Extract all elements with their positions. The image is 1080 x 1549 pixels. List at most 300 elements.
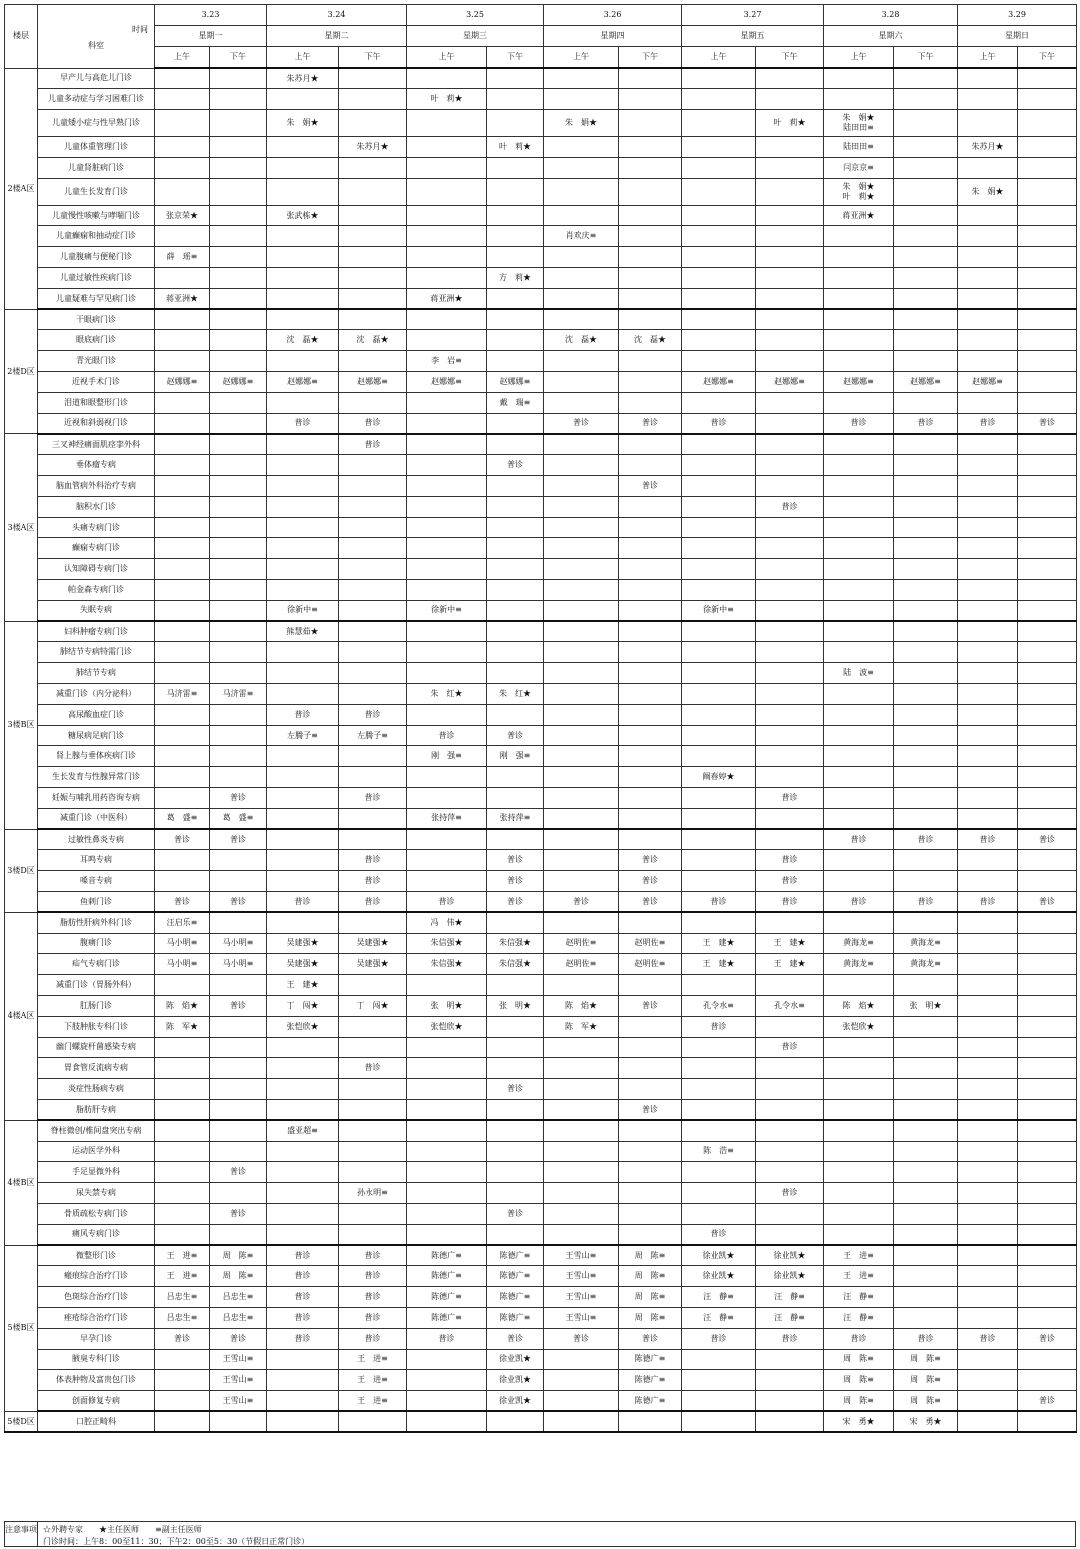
schedule-cell <box>682 891 756 912</box>
schedule-cell <box>544 1203 619 1224</box>
schedule-cell <box>210 1287 267 1308</box>
doctor-name: 周 陈≡ <box>222 1271 254 1281</box>
schedule-cell <box>339 1411 407 1432</box>
schedule-cell <box>824 767 894 788</box>
schedule-cell <box>487 580 544 601</box>
doctor-name: 普诊 <box>781 1188 798 1198</box>
schedule-row <box>5 351 1077 372</box>
schedule-cell <box>958 413 1018 434</box>
schedule-cell <box>894 137 958 158</box>
doctor-name: 赵娜娜≡ <box>357 376 388 386</box>
schedule-cell <box>682 912 756 933</box>
schedule-cell <box>958 621 1018 642</box>
schedule-cell <box>1018 455 1077 476</box>
doctor-name: 赵娜娜≡ <box>843 376 874 386</box>
doctor-name: 普诊 <box>230 1333 246 1343</box>
dept-name: 青光眼门诊 <box>76 356 116 366</box>
schedule-cell <box>267 788 339 809</box>
schedule-row <box>5 517 1077 538</box>
schedule-cell <box>682 621 756 642</box>
dept-name: 嗓音专病 <box>80 876 112 886</box>
schedule-cell <box>407 538 487 559</box>
schedule-cell <box>1018 1120 1077 1141</box>
schedule-row <box>5 1266 1077 1287</box>
dept-name: 胃食管反流病专病 <box>64 1063 128 1073</box>
doctor-name: 陈 军★ <box>166 1021 198 1031</box>
schedule-cell <box>894 1370 958 1391</box>
schedule-cell <box>210 392 267 413</box>
schedule-cell <box>756 1183 824 1204</box>
schedule-cell <box>155 621 210 642</box>
schedule-cell <box>958 1245 1018 1266</box>
schedule-cell <box>155 850 210 871</box>
schedule-cell <box>619 1183 682 1204</box>
schedule-cell <box>487 1224 544 1245</box>
schedule-row <box>5 1391 1077 1412</box>
schedule-cell <box>407 137 487 158</box>
dept-cell <box>38 226 155 247</box>
pm-label: 下午 <box>230 52 246 61</box>
schedule-cell <box>407 600 487 621</box>
dept-name: 肺结节专病 <box>76 668 116 678</box>
schedule-cell <box>267 1079 339 1100</box>
schedule-cell <box>824 309 894 330</box>
schedule-cell <box>824 975 894 996</box>
doctor-name: 普诊 <box>294 709 311 719</box>
schedule-cell <box>958 642 1018 663</box>
floor-cell <box>5 434 38 621</box>
schedule-cell <box>619 1245 682 1266</box>
doctor-name: 张持萍≡ <box>431 813 462 823</box>
schedule-cell <box>267 372 339 393</box>
schedule-cell <box>407 1245 487 1266</box>
schedule-cell <box>210 1016 267 1037</box>
doctor-name: 赵明佐≡ <box>634 938 666 948</box>
schedule-cell <box>958 178 1018 205</box>
schedule-cell <box>682 1016 756 1037</box>
schedule-cell <box>682 413 756 434</box>
schedule-cell <box>210 891 267 912</box>
doctor-name: 普诊 <box>364 792 381 802</box>
schedule-row <box>5 1224 1077 1245</box>
doctor-name: 普诊 <box>364 439 381 449</box>
schedule-cell <box>155 975 210 996</box>
schedule-row <box>5 788 1077 809</box>
dept-name: 头痛专病门诊 <box>72 522 120 532</box>
schedule-cell <box>1018 1037 1077 1058</box>
floor-name: 4楼A区 <box>7 1011 35 1021</box>
schedule-cell <box>544 1162 619 1183</box>
schedule-cell <box>619 808 682 829</box>
schedule-cell <box>210 309 267 330</box>
schedule-cell <box>407 1349 487 1370</box>
schedule-cell <box>487 1016 544 1037</box>
dept-cell <box>38 995 155 1016</box>
schedule-cell <box>210 1411 267 1432</box>
schedule-cell <box>824 725 894 746</box>
schedule-cell <box>155 808 210 829</box>
schedule-cell <box>544 413 619 434</box>
schedule-cell <box>544 684 619 705</box>
schedule-cell <box>487 205 544 226</box>
schedule-cell <box>487 1183 544 1204</box>
schedule-cell <box>407 559 487 580</box>
schedule-cell <box>619 767 682 788</box>
schedule-cell <box>958 1141 1018 1162</box>
floor-name: 4楼B区 <box>7 1177 35 1187</box>
schedule-cell <box>339 808 407 829</box>
schedule-cell <box>1018 1287 1077 1308</box>
doctor-name: 王 建★ <box>286 980 319 990</box>
schedule-cell <box>958 559 1018 580</box>
doctor-name: 朱 娟★ <box>842 181 875 191</box>
dept-name: 鱼刺门诊 <box>80 896 112 906</box>
schedule-cell <box>339 663 407 684</box>
dept-name: 垂体瘤专病 <box>76 460 116 470</box>
schedule-cell <box>1018 829 1077 850</box>
schedule-cell <box>267 1245 339 1266</box>
pm-header <box>894 47 958 69</box>
schedule-cell <box>894 517 958 538</box>
schedule-cell <box>619 538 682 559</box>
schedule-cell <box>1018 871 1077 892</box>
schedule-cell <box>824 580 894 601</box>
doctor-name: 普诊 <box>642 418 658 428</box>
schedule-cell <box>407 808 487 829</box>
date-header <box>824 5 958 26</box>
schedule-cell <box>958 1328 1018 1349</box>
schedule-cell <box>210 288 267 309</box>
schedule-cell <box>619 559 682 580</box>
schedule-cell <box>267 517 339 538</box>
weekday-header <box>958 26 1077 47</box>
schedule-cell <box>619 871 682 892</box>
doctor-name: 汪启乐≡ <box>166 917 198 927</box>
floor-cell <box>5 1411 38 1432</box>
schedule-cell <box>407 517 487 538</box>
schedule-cell <box>619 351 682 372</box>
schedule-row <box>5 1411 1077 1432</box>
schedule-cell <box>894 351 958 372</box>
schedule-cell <box>210 580 267 601</box>
dept-name: 肺结节专病特需门诊 <box>60 647 132 657</box>
schedule-cell <box>894 933 958 954</box>
doctor-name: 张恺欣★ <box>842 1021 875 1031</box>
schedule-cell <box>894 746 958 767</box>
schedule-cell <box>682 1183 756 1204</box>
schedule-cell <box>756 704 824 725</box>
schedule-cell <box>339 137 407 158</box>
schedule-cell <box>682 788 756 809</box>
date-label: 3.27 <box>743 10 762 19</box>
dept-cell <box>38 704 155 725</box>
schedule-cell <box>267 68 339 89</box>
schedule-cell <box>487 455 544 476</box>
doctor-name: 马小明≡ <box>166 959 198 969</box>
schedule-cell <box>958 580 1018 601</box>
schedule-cell <box>155 788 210 809</box>
schedule-cell <box>619 891 682 912</box>
schedule-cell <box>155 1266 210 1287</box>
schedule-cell <box>894 621 958 642</box>
schedule-cell <box>544 1287 619 1308</box>
dept-name: 痤疮综合治疗门诊 <box>64 1312 128 1322</box>
schedule-cell <box>1018 205 1077 226</box>
schedule-cell <box>267 933 339 954</box>
schedule-cell <box>619 496 682 517</box>
schedule-cell <box>682 330 756 351</box>
dept-cell <box>38 808 155 829</box>
schedule-cell <box>544 178 619 205</box>
schedule-cell <box>155 1203 210 1224</box>
schedule-cell <box>339 1183 407 1204</box>
schedule-cell <box>210 1349 267 1370</box>
schedule-row <box>5 1245 1077 1266</box>
schedule-cell <box>1018 1203 1077 1224</box>
dept-cell <box>38 684 155 705</box>
dept-cell <box>38 1349 155 1370</box>
schedule-cell <box>155 767 210 788</box>
dept-name: 儿童体重管理门诊 <box>64 141 128 151</box>
schedule-cell <box>487 309 544 330</box>
schedule-cell <box>756 808 824 829</box>
schedule-cell <box>756 621 824 642</box>
schedule-cell <box>210 1058 267 1079</box>
schedule-cell <box>682 517 756 538</box>
schedule-cell <box>155 1162 210 1183</box>
schedule-cell <box>756 767 824 788</box>
doctor-name: 普诊 <box>850 418 867 428</box>
time-label: 时间 <box>132 25 148 34</box>
schedule-cell <box>155 89 210 110</box>
doctor-name: 戴 瑞≡ <box>499 397 531 407</box>
schedule-cell <box>210 89 267 110</box>
dept-name: 运动医学外科 <box>72 1146 120 1156</box>
doctor-name: 张恺欣★ <box>430 1021 463 1031</box>
schedule-cell <box>339 351 407 372</box>
schedule-row <box>5 1058 1077 1079</box>
schedule-cell <box>756 912 824 933</box>
schedule-cell <box>619 1162 682 1183</box>
schedule-cell <box>894 725 958 746</box>
schedule-cell <box>544 580 619 601</box>
schedule-cell <box>267 912 339 933</box>
schedule-cell <box>339 538 407 559</box>
schedule-cell <box>682 975 756 996</box>
schedule-cell <box>544 1016 619 1037</box>
schedule-cell <box>407 392 487 413</box>
weekday-header <box>407 26 544 47</box>
schedule-cell <box>407 1141 487 1162</box>
schedule-cell <box>544 995 619 1016</box>
schedule-cell <box>544 725 619 746</box>
doctor-name: 普诊 <box>294 1312 311 1322</box>
schedule-cell <box>619 850 682 871</box>
doctor-name: 左腾子≡ <box>357 730 388 740</box>
schedule-cell <box>155 309 210 330</box>
schedule-cell <box>487 476 544 497</box>
schedule-cell <box>267 1183 339 1204</box>
doctor-name: 普诊 <box>364 876 381 886</box>
schedule-cell <box>267 559 339 580</box>
schedule-cell <box>894 580 958 601</box>
schedule-cell <box>894 1141 958 1162</box>
schedule-cell <box>487 110 544 137</box>
doctor-name: 陈德广≡ <box>634 1354 666 1364</box>
doctor-name: 普诊 <box>507 1084 523 1094</box>
schedule-cell <box>339 1370 407 1391</box>
schedule-cell <box>756 1328 824 1349</box>
floor-cell <box>5 621 38 829</box>
schedule-cell <box>339 268 407 289</box>
doctor-name: 阚春婷★ <box>702 772 735 782</box>
dept-cell <box>38 157 155 178</box>
dept-name: 瘢痕综合治疗门诊 <box>64 1271 128 1281</box>
schedule-cell <box>339 476 407 497</box>
schedule-cell <box>210 413 267 434</box>
dept-cell <box>38 309 155 330</box>
schedule-cell <box>407 157 487 178</box>
schedule-cell <box>756 580 824 601</box>
doctor-name: 普诊 <box>294 1250 311 1260</box>
doctor-name: 普诊 <box>710 418 727 428</box>
schedule-cell <box>756 68 824 89</box>
schedule-cell <box>267 954 339 975</box>
schedule-cell <box>339 975 407 996</box>
schedule-cell <box>958 538 1018 559</box>
schedule-cell <box>544 954 619 975</box>
schedule-cell <box>619 205 682 226</box>
schedule-cell <box>407 247 487 268</box>
doctor-name: 普诊 <box>364 1292 381 1302</box>
doctor-name: 马小明≡ <box>222 959 254 969</box>
schedule-cell <box>487 954 544 975</box>
schedule-cell <box>210 1120 267 1141</box>
schedule-cell <box>619 1307 682 1328</box>
schedule-cell <box>339 871 407 892</box>
schedule-cell <box>155 1245 210 1266</box>
doctor-name: 普诊 <box>364 709 381 719</box>
doctor-name: 闫京京≡ <box>843 162 874 172</box>
schedule-cell <box>487 891 544 912</box>
weekday-header <box>544 26 682 47</box>
schedule-cell <box>407 434 487 455</box>
schedule-cell <box>958 704 1018 725</box>
schedule-cell <box>824 157 894 178</box>
schedule-cell <box>155 891 210 912</box>
schedule-cell <box>958 725 1018 746</box>
schedule-cell <box>894 1183 958 1204</box>
am-header <box>267 47 339 69</box>
schedule-cell <box>619 247 682 268</box>
schedule-cell <box>487 559 544 580</box>
schedule-cell <box>407 1120 487 1141</box>
schedule-cell <box>155 600 210 621</box>
schedule-cell <box>210 829 267 850</box>
schedule-cell <box>155 288 210 309</box>
schedule-cell <box>619 455 682 476</box>
schedule-cell <box>155 413 210 434</box>
schedule-cell <box>487 1079 544 1100</box>
schedule-cell <box>619 975 682 996</box>
schedule-cell <box>824 746 894 767</box>
schedule-cell <box>407 68 487 89</box>
schedule-cell <box>407 1162 487 1183</box>
schedule-cell <box>756 413 824 434</box>
schedule-row <box>5 68 1077 89</box>
schedule-cell <box>155 330 210 351</box>
schedule-cell <box>267 829 339 850</box>
schedule-cell <box>267 288 339 309</box>
doctor-name: 陈德广≡ <box>499 1271 531 1281</box>
schedule-cell <box>756 455 824 476</box>
schedule-cell <box>619 476 682 497</box>
schedule-cell <box>682 871 756 892</box>
schedule-cell <box>682 309 756 330</box>
schedule-cell <box>267 891 339 912</box>
schedule-cell <box>267 600 339 621</box>
schedule-row <box>5 850 1077 871</box>
schedule-cell <box>544 392 619 413</box>
doctor-name: 叶 莉★ <box>499 141 531 151</box>
doctor-name: 黄海龙≡ <box>910 959 941 969</box>
schedule-cell <box>407 829 487 850</box>
schedule-row <box>5 767 1077 788</box>
doctor-name: 周 陈≡ <box>843 1395 874 1405</box>
schedule-cell <box>894 1099 958 1120</box>
doctor-name: 周 陈≡ <box>910 1395 941 1405</box>
doctor-name: 周 陈≡ <box>634 1292 666 1302</box>
schedule-cell <box>682 1370 756 1391</box>
pm-label: 下午 <box>917 52 934 61</box>
schedule-cell <box>267 1203 339 1224</box>
schedule-cell <box>487 684 544 705</box>
schedule-cell <box>756 137 824 158</box>
doctor-name: 徐新中≡ <box>431 605 462 615</box>
schedule-cell <box>824 663 894 684</box>
doctor-name: 张 明★ <box>430 1000 463 1010</box>
schedule-cell <box>487 288 544 309</box>
floor-cell <box>5 1120 38 1245</box>
schedule-cell <box>210 808 267 829</box>
schedule-cell <box>544 157 619 178</box>
schedule-cell <box>339 850 407 871</box>
doctor-name: 普诊 <box>1039 418 1055 428</box>
schedule-cell <box>339 1224 407 1245</box>
schedule-cell <box>210 871 267 892</box>
schedule-cell <box>824 559 894 580</box>
corner-header <box>38 5 155 69</box>
schedule-cell <box>682 89 756 110</box>
schedule-cell <box>487 975 544 996</box>
schedule-cell <box>407 767 487 788</box>
schedule-cell <box>1018 496 1077 517</box>
schedule-cell <box>756 372 824 393</box>
schedule-cell <box>210 684 267 705</box>
schedule-cell <box>958 1287 1018 1308</box>
schedule-cell <box>210 538 267 559</box>
schedule-cell <box>682 1266 756 1287</box>
dept-cell <box>38 1266 155 1287</box>
schedule-cell <box>682 1245 756 1266</box>
schedule-cell <box>544 767 619 788</box>
schedule-cell <box>210 600 267 621</box>
schedule-cell <box>267 1037 339 1058</box>
doctor-name: 汪 静≡ <box>774 1292 805 1302</box>
schedule-row <box>5 538 1077 559</box>
schedule-cell <box>339 226 407 247</box>
schedule-cell <box>619 1203 682 1224</box>
